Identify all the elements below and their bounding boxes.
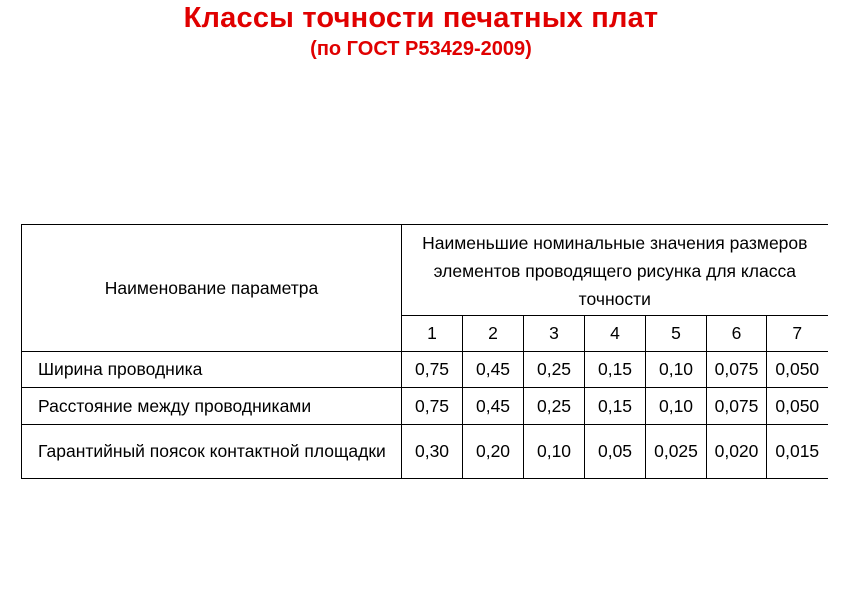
value-cell: 0,025: [646, 425, 707, 479]
accuracy-classes-table: [21, 224, 828, 479]
value-cell: 0,020: [707, 425, 767, 479]
class-number-cell: 1: [402, 316, 463, 352]
class-number-cell: 2: [463, 316, 524, 352]
param-name-cell: Ширина проводника: [22, 352, 402, 388]
class-number-cell: 7: [767, 316, 828, 352]
value-cell: 0,75: [402, 388, 463, 425]
value-cell: 0,075: [707, 388, 767, 425]
value-cell: 0,15: [585, 388, 646, 425]
class-number-cell: 6: [707, 316, 767, 352]
param-name-cell: Гарантийный поясок контактной площадки: [22, 425, 402, 479]
header-row: [22, 225, 828, 316]
value-cell: 0,050: [767, 352, 828, 388]
value-cell: 0,10: [646, 352, 707, 388]
value-cell: 0,25: [524, 352, 585, 388]
page-title: Классы точности печатных плат: [183, 2, 659, 34]
value-cell: 0,10: [646, 388, 707, 425]
param-name-cell: Расстояние между проводниками: [22, 388, 402, 425]
class-number-cell: 5: [646, 316, 707, 352]
table-row: [22, 352, 828, 388]
class-number-cell: 4: [585, 316, 646, 352]
value-cell: 0,10: [524, 425, 585, 479]
group-header-cell: Наименьшие номинальные значения размеров элементов проводящего рисунка для класса точности: [402, 225, 828, 316]
table-row: [22, 388, 828, 425]
value-cell: 0,05: [585, 425, 646, 479]
value-cell: 0,75: [402, 352, 463, 388]
value-cell: 0,015: [767, 425, 828, 479]
page-subtitle: (по ГОСТ Р53429-2009): [310, 38, 532, 60]
value-cell: 0,15: [585, 352, 646, 388]
value-cell: 0,050: [767, 388, 828, 425]
value-cell: 0,25: [524, 388, 585, 425]
value-cell: 0,075: [707, 352, 767, 388]
value-cell: 0,45: [463, 352, 524, 388]
table-row: [22, 425, 828, 479]
param-header-cell: Наименование параметра: [22, 225, 402, 352]
value-cell: 0,20: [463, 425, 524, 479]
value-cell: 0,45: [463, 388, 524, 425]
value-cell: 0,30: [402, 425, 463, 479]
class-number-cell: 3: [524, 316, 585, 352]
